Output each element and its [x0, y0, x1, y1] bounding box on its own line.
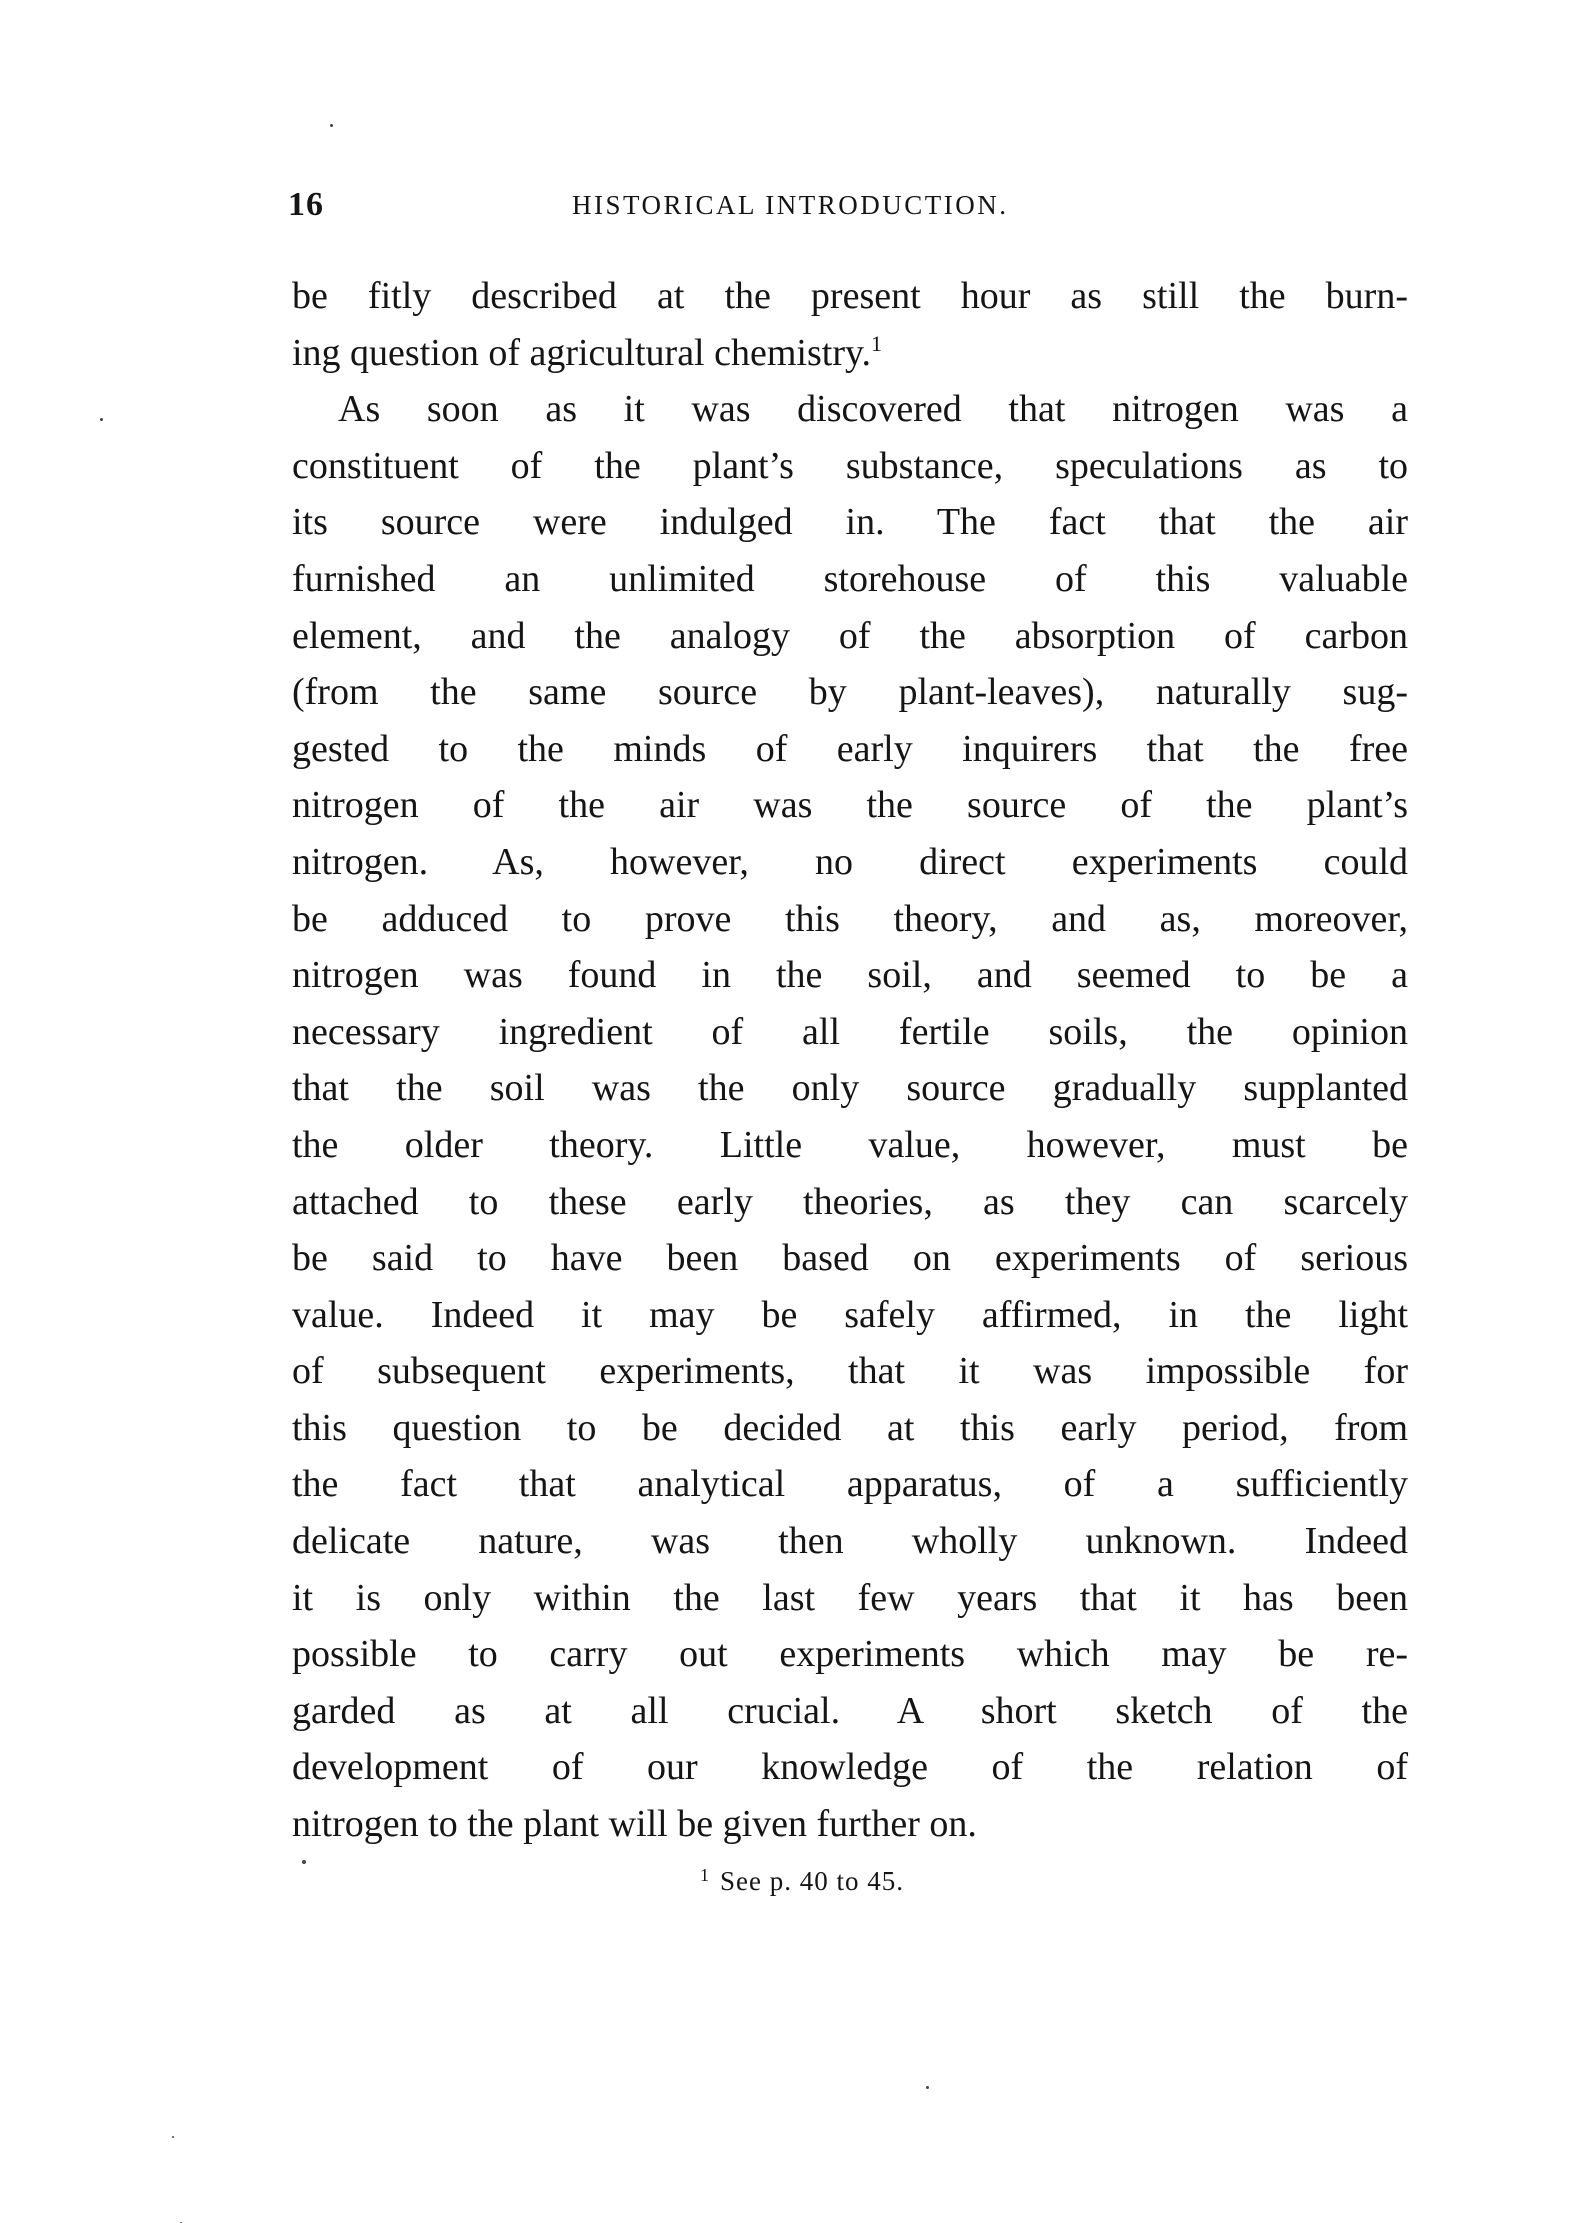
text-line: attached to these early theories, as they can scarcely	[292, 1180, 1408, 1223]
text-line: As soon as it was discovered that nitrogen was a	[338, 388, 1408, 431]
text-line: element, and the analogy of the absorption of carbon	[292, 614, 1408, 657]
text-line: of subsequent experiments, that it was impossible for	[292, 1350, 1408, 1393]
text-line: possible to carry out experiments which may be re-	[292, 1633, 1408, 1676]
text-line: value. Indeed it may be safely affirmed, in the light	[292, 1293, 1408, 1336]
text-line: be fitly described at the present hour as still the burn-	[292, 275, 1408, 317]
running-title: HISTORICAL INTRODUCTION.	[572, 190, 1009, 220]
footnote-marker: 1	[700, 1865, 710, 1885]
footnote-text: See p. 40 to 45.	[720, 1866, 904, 1896]
text-line: delicate nature, was then wholly unknown. Indeed	[292, 1520, 1408, 1563]
text-line: gested to the minds of early inquirers that the free	[292, 727, 1408, 770]
text-line: necessary ingredient of all fertile soils, the opinion	[292, 1010, 1408, 1053]
scan-speck	[330, 124, 333, 127]
footnote	[700, 1865, 904, 1897]
text-line: this question to be decided at this early period, from	[292, 1406, 1408, 1449]
text-line: nitrogen. As, however, no direct experiments could	[292, 840, 1408, 883]
text-line: its source were indulged in. The fact that the air	[292, 501, 1408, 544]
text-line: nitrogen to the plant will be given further on.	[292, 1803, 977, 1846]
page-number: 16	[288, 186, 324, 223]
text-line	[292, 325, 1408, 382]
text-line: development of our knowledge of the relation of	[292, 1746, 1408, 1789]
footnote-reference: 1	[871, 330, 882, 356]
text-line: nitrogen of the air was the source of the plant’s	[292, 784, 1408, 827]
running-head	[288, 186, 1398, 236]
body-text	[292, 268, 1408, 1853]
text-line-content: ing question of agricultural chemistry.	[292, 331, 871, 374]
scan-speck	[302, 1860, 306, 1864]
text-line: constituent of the plant’s substance, speculations as to	[292, 444, 1408, 487]
text-line: the fact that analytical apparatus, of a sufficiently	[292, 1463, 1408, 1506]
scan-speck	[172, 2136, 174, 2138]
text-line: be said to have been based on experiments of serious	[292, 1237, 1408, 1280]
text-line: garded as at all crucial. A short sketch of the	[292, 1689, 1408, 1732]
text-line: be adduced to prove this theory, and as, moreover,	[292, 897, 1408, 940]
text-line: furnished an unlimited storehouse of this valuable	[292, 557, 1408, 600]
scan-speck	[100, 418, 103, 421]
text-line: (from the same source by plant-leaves), naturally sug-	[292, 671, 1408, 714]
text-line: the older theory. Little value, however, must be	[292, 1123, 1408, 1166]
scan-speck	[926, 2086, 929, 2089]
text-line: that the soil was the only source gradually supplanted	[292, 1067, 1408, 1110]
text-line: it is only within the last few years that it has been	[292, 1576, 1408, 1619]
text-line: nitrogen was found in the soil, and seemed to be a	[292, 954, 1408, 997]
